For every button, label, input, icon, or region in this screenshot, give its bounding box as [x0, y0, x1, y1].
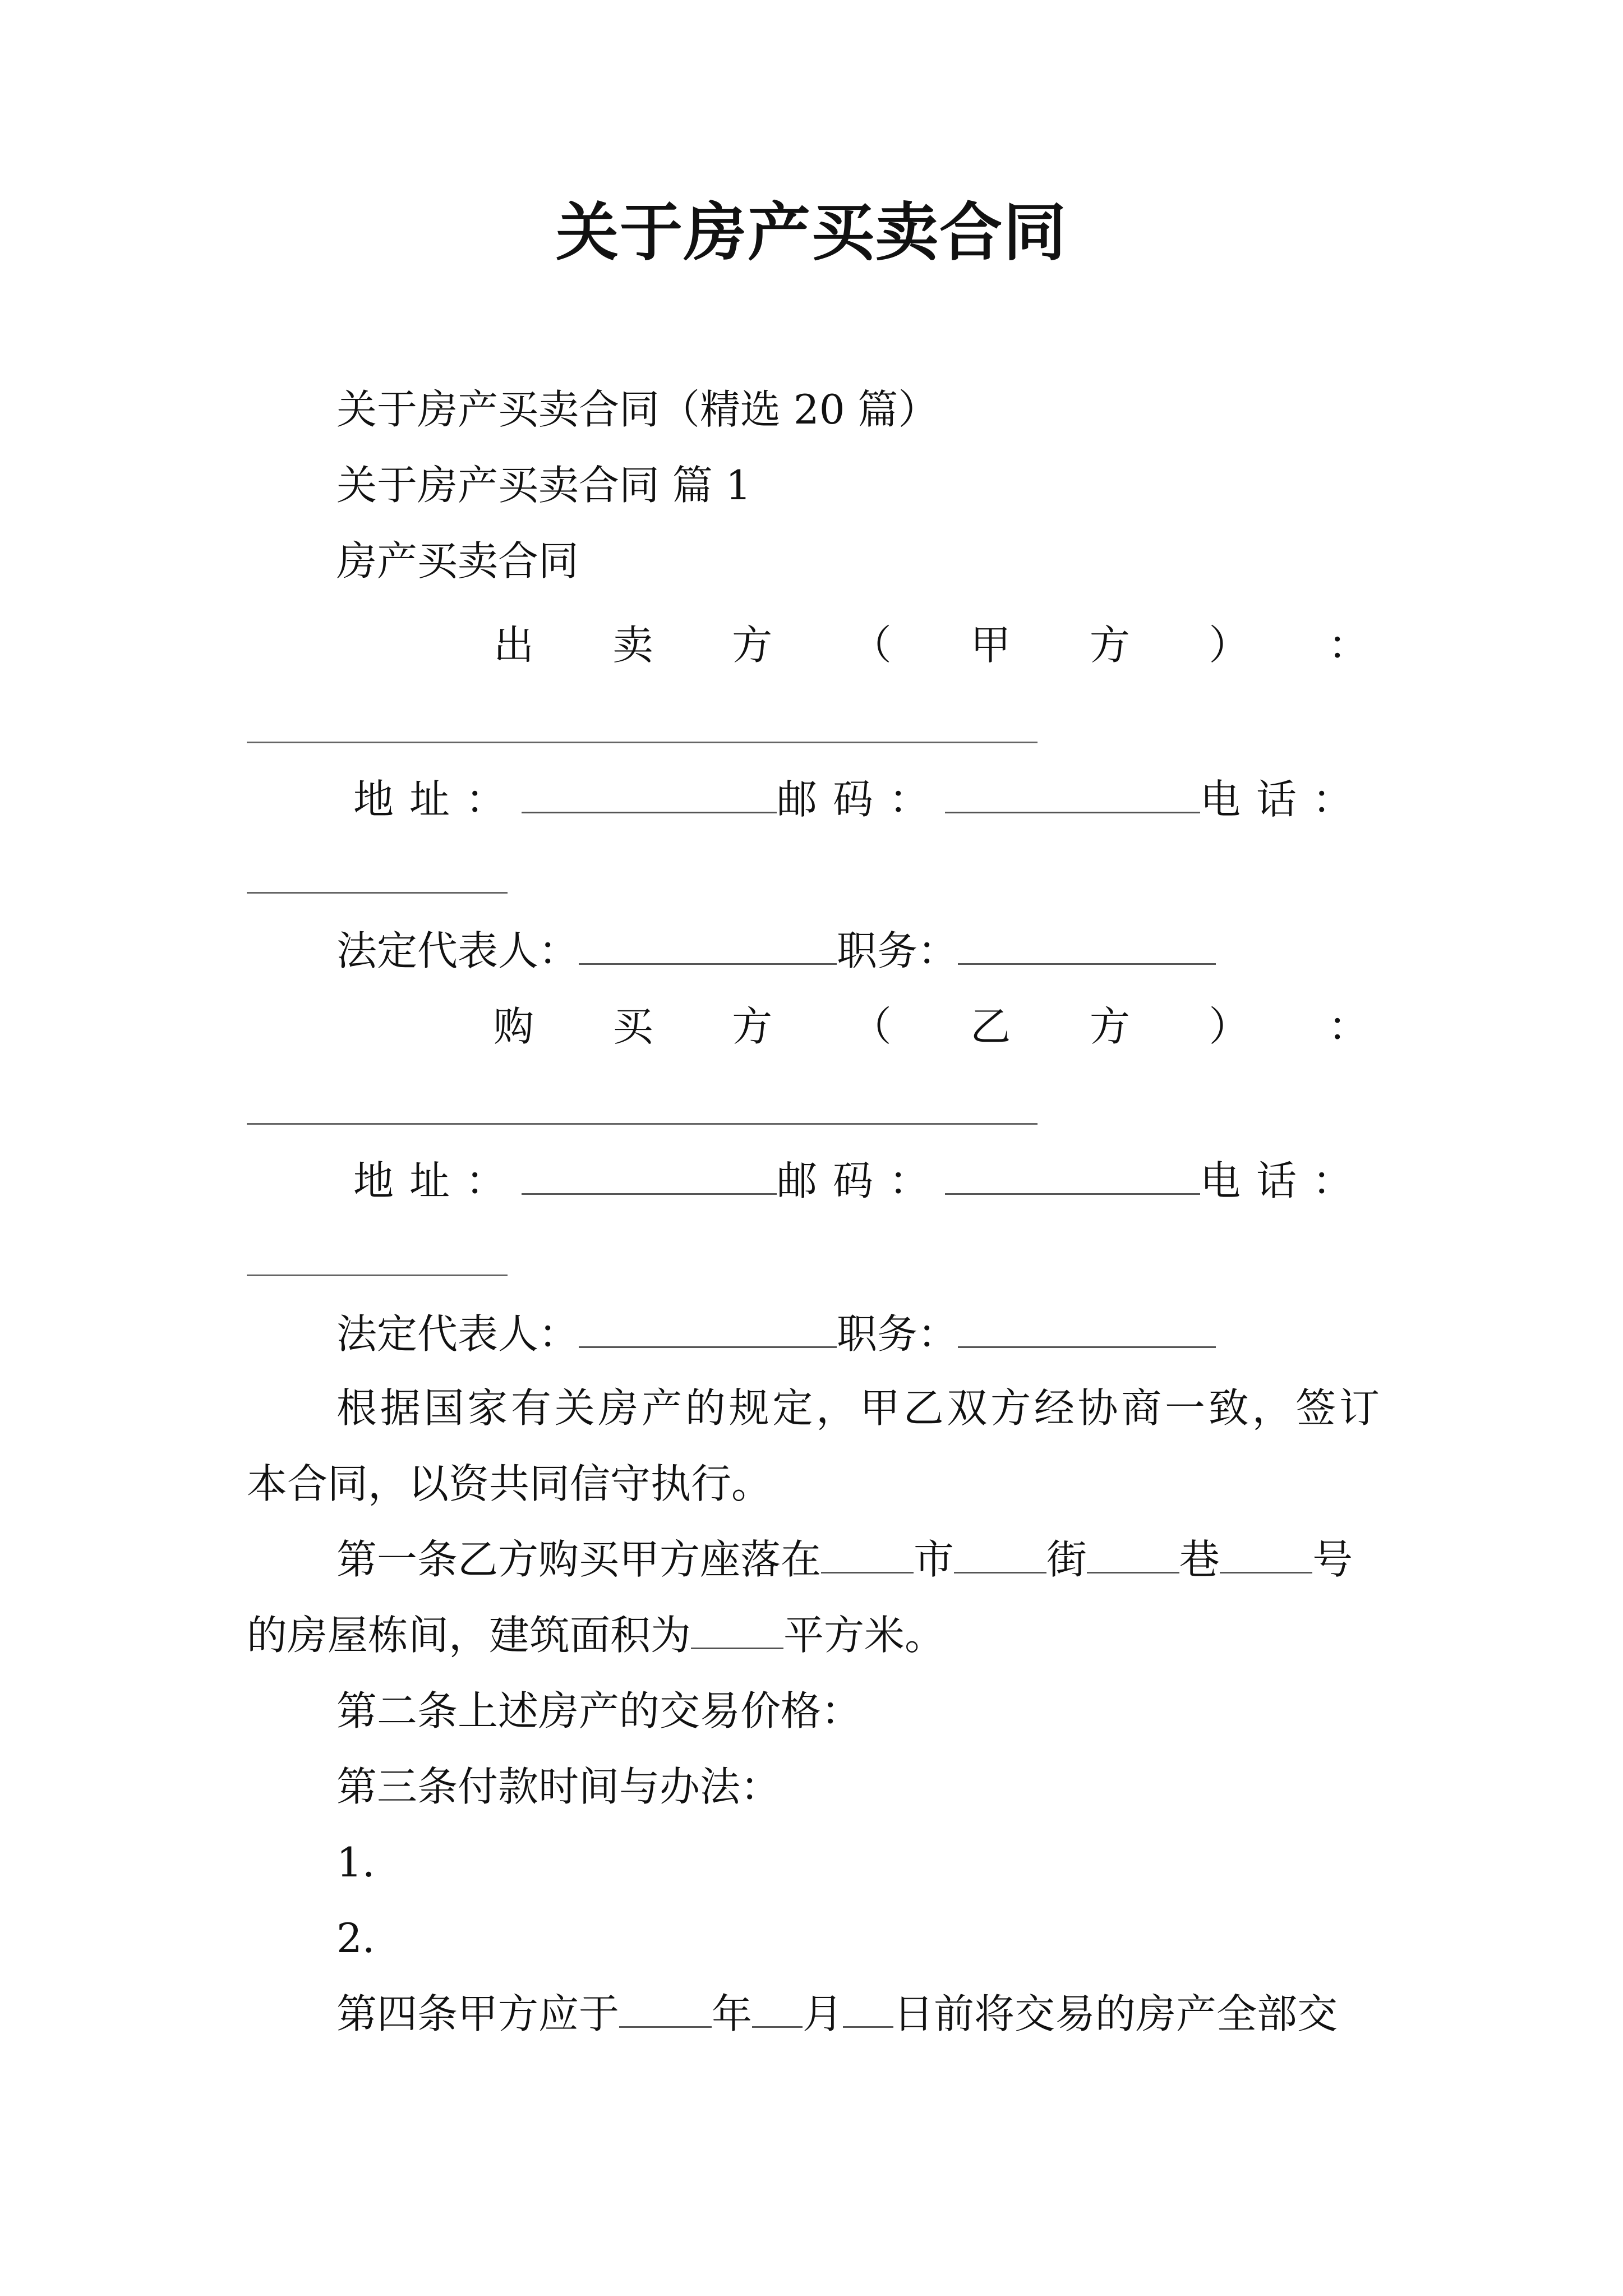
street-label: 街 [1046, 1536, 1087, 1583]
postcode-blank [945, 1154, 1200, 1195]
document-title: 关于房产买卖合同 [556, 196, 1067, 269]
lane-label: 巷 [1179, 1536, 1220, 1583]
seller-heading [494, 617, 1368, 673]
buyer-char: 买 [612, 1003, 653, 1050]
article-4-continuation: 日前将交易的房产全部交 [893, 1990, 1338, 2037]
address-label: 地址： [353, 776, 522, 823]
seller-rep-row [336, 923, 1216, 979]
seller-char: 卖 [612, 622, 653, 669]
article-1-line-2 [247, 1607, 945, 1663]
list-item-2: 2. [336, 1915, 375, 1962]
year-label: 年 [712, 1990, 753, 2037]
list-item-1: 1. [336, 1839, 375, 1886]
article-1-area-text: 的房屋栋间，建筑面积为 [247, 1612, 691, 1659]
buyer-rep-row [336, 1306, 1216, 1362]
buyer-char: 方 [732, 1003, 773, 1050]
position-blank [958, 924, 1216, 965]
seller-address-row [353, 771, 1368, 827]
part-heading: 关于房产买卖合同 篇 1 [336, 462, 751, 509]
article-3: 第三条付款时间与办法： [336, 1763, 781, 1810]
buyer-name-blank [247, 1123, 1038, 1125]
street-blank [954, 1533, 1046, 1573]
contract-name: 房产买卖合同 [336, 537, 579, 585]
article-1-text: 第一条乙方购买甲方座落在 [336, 1536, 822, 1583]
subtitle: 关于房产买卖合同（精选 20 篇） [336, 386, 939, 433]
buyer-char: （ [851, 1003, 892, 1050]
article-2: 第二条上述房产的交易价格： [336, 1687, 862, 1734]
intro-line-1: 根据国家有关房产的规定，甲乙双方经协商一致，签订 [336, 1384, 1380, 1432]
seller-char: 方 [1089, 622, 1130, 669]
legal-rep-blank [579, 924, 837, 965]
city-blank [821, 1533, 914, 1573]
buyer-char: 购 [494, 1003, 534, 1050]
postcode-label: 邮码： [776, 1157, 945, 1204]
area-blank [691, 1608, 783, 1649]
city-label: 市 [914, 1536, 955, 1583]
number-blank [1220, 1533, 1312, 1573]
phone-label: 电话： [1200, 1157, 1368, 1204]
seller-char: ： [1327, 622, 1368, 669]
seller-char: 甲 [970, 622, 1011, 669]
article-4-text: 第四条甲方应于 [336, 1990, 620, 2037]
address-label: 地址： [353, 1157, 522, 1204]
month-label: 月 [803, 1990, 843, 2037]
day-blank [843, 1987, 893, 2028]
phone-blank [247, 1274, 508, 1276]
position-label: 职务： [837, 927, 958, 974]
area-unit: 平方米。 [783, 1612, 946, 1659]
lane-blank [1087, 1533, 1179, 1573]
position-blank [958, 1307, 1216, 1348]
buyer-heading [494, 999, 1368, 1055]
buyer-char: 乙 [970, 1003, 1011, 1050]
legal-rep-label: 法定代表人： [336, 1310, 579, 1358]
buyer-address-row [353, 1153, 1368, 1209]
buyer-char: ： [1327, 1003, 1368, 1050]
number-label: 号 [1312, 1536, 1353, 1583]
phone-blank [247, 892, 508, 894]
postcode-blank [945, 772, 1200, 813]
seller-char: （ [851, 622, 892, 669]
seller-char: 方 [732, 622, 773, 669]
address-blank [522, 1154, 777, 1195]
intro-line-2: 本合同，以资共同信守执行。 [247, 1460, 772, 1507]
position-label: 职务： [837, 1310, 958, 1358]
legal-rep-label: 法定代表人： [336, 927, 579, 974]
phone-label: 电话： [1200, 776, 1368, 823]
article-1-line-1 [336, 1531, 1353, 1588]
buyer-char: 方 [1089, 1003, 1130, 1050]
address-blank [522, 772, 777, 813]
postcode-label: 邮码： [776, 776, 945, 823]
buyer-char: ） [1209, 1003, 1249, 1050]
month-blank [752, 1987, 803, 2028]
seller-char: ） [1209, 622, 1249, 669]
legal-rep-blank [579, 1307, 837, 1348]
year-blank [619, 1987, 712, 2028]
seller-char: 出 [494, 622, 534, 669]
article-4-line-1 [336, 1986, 1338, 2042]
seller-name-blank [247, 742, 1038, 743]
